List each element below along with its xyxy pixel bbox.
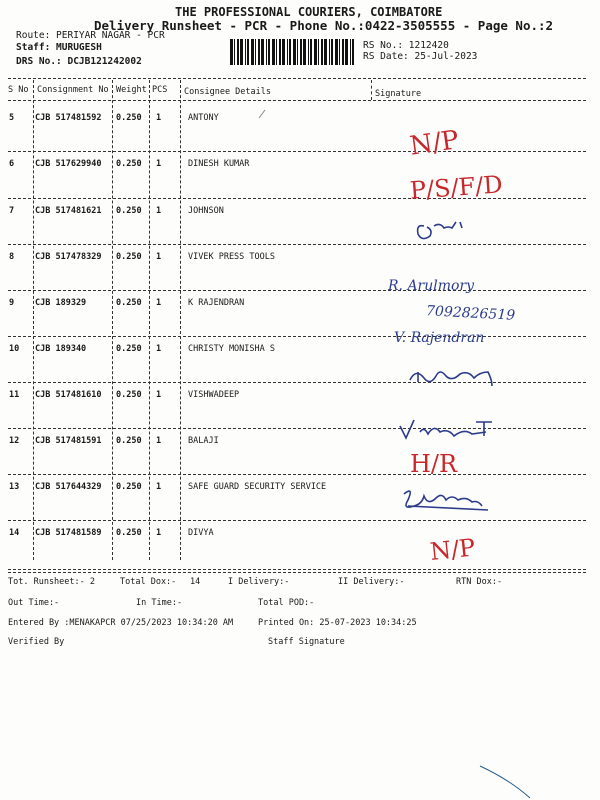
column-divider bbox=[149, 80, 150, 560]
verified-by: Verified By bbox=[8, 637, 65, 647]
row-weight: 0.250 bbox=[116, 113, 142, 123]
runsheet-title: Delivery Runsheet - PCR - Phone No.:0422-3505555 - Page No.:2 bbox=[94, 18, 554, 33]
row-pcs: 1 bbox=[156, 482, 162, 492]
handwriting-row8-phone: 7092826519 bbox=[425, 303, 516, 324]
rs-number: RS No.: 1212420 bbox=[363, 40, 449, 51]
route: Route: PERIYAR NAGAR - PCR bbox=[16, 30, 165, 41]
total-dox-value: 14 bbox=[190, 577, 201, 587]
row-consignee: CHRISTY MONISHA S bbox=[188, 344, 275, 354]
row-weight: 0.250 bbox=[116, 206, 142, 216]
row-consignment-no: CJB 517481589 bbox=[35, 528, 102, 538]
out-time: Out Time:- bbox=[8, 598, 60, 608]
row-consignee: K RAJENDRAN bbox=[188, 298, 245, 308]
row-consignee: ANTONY bbox=[188, 113, 219, 123]
column-divider bbox=[33, 80, 34, 560]
rtn-dox: RTN Dox:- bbox=[456, 577, 503, 587]
row-consignment-no: CJB 517644329 bbox=[35, 482, 102, 492]
signature-row13 bbox=[404, 491, 488, 510]
table-bottom-rule-2 bbox=[8, 572, 586, 573]
row-consignee: BALAJI bbox=[188, 436, 219, 446]
row-consignment-no: CJB 517481621 bbox=[35, 206, 102, 216]
handwriting-row8-name: R. Arulmory bbox=[388, 278, 475, 294]
row-sno: 11 bbox=[9, 390, 20, 400]
handwritten-signatures bbox=[380, 110, 560, 570]
row-consignment-no: CJB 517481591 bbox=[35, 436, 102, 446]
pen-tick bbox=[257, 108, 269, 122]
row-weight: 0.250 bbox=[116, 159, 142, 169]
row-sno: 5 bbox=[9, 113, 15, 123]
drs-number: DRS No.: DCJB121242002 bbox=[16, 56, 142, 67]
ii-delivery: II Delivery:- bbox=[338, 577, 405, 587]
signature-row11 bbox=[400, 420, 492, 438]
row-pcs: 1 bbox=[156, 206, 162, 216]
rs-date: RS Date: 25-Jul-2023 bbox=[363, 51, 478, 62]
row-weight: 0.250 bbox=[116, 528, 142, 538]
row-sno: 10 bbox=[9, 344, 20, 354]
printed-on: Printed On: 25-07-2023 10:34:25 bbox=[258, 618, 417, 628]
col-header-weight: Weight bbox=[116, 85, 147, 95]
row-weight: 0.250 bbox=[116, 298, 142, 308]
entered-by: Entered By :MENAKAPCR 07/25/2023 10:34:20 AM bbox=[8, 618, 234, 628]
staff: Staff: MURUGESH bbox=[16, 42, 102, 53]
row-sno: 7 bbox=[9, 206, 15, 216]
row-consignment-no: CJB 189329 bbox=[35, 298, 87, 308]
row-consignee: SAFE GUARD SECURITY SERVICE bbox=[188, 482, 327, 492]
pen-mark bbox=[470, 760, 550, 800]
col-header-consignment: Consignment No bbox=[37, 85, 109, 95]
row-pcs: 1 bbox=[156, 159, 162, 169]
row-sno: 14 bbox=[9, 528, 20, 538]
staff-signature-label: Staff Signature bbox=[268, 637, 345, 647]
row-consignee: VISHWADEEP bbox=[188, 390, 240, 400]
handwriting-row9: V. Rajendran bbox=[394, 330, 485, 346]
row-consignment-no: CJB 517481610 bbox=[35, 390, 102, 400]
col-header-signature: Signature bbox=[375, 89, 422, 99]
column-divider bbox=[180, 80, 181, 560]
signature-row10 bbox=[410, 372, 492, 386]
row-consignee: DINESH KUMAR bbox=[188, 159, 250, 169]
row-sno: 9 bbox=[9, 298, 15, 308]
row-consignment-no: CJB 517629940 bbox=[35, 159, 102, 169]
handwriting-row5: N/P bbox=[407, 125, 461, 162]
row-weight: 0.250 bbox=[116, 252, 142, 262]
col-header-sno: S No bbox=[8, 85, 29, 95]
row-pcs: 1 bbox=[156, 528, 162, 538]
col-header-consignee: Consignee Details bbox=[184, 87, 271, 97]
row-consignment-no: CJB 517478329 bbox=[35, 252, 102, 262]
table-top-rule bbox=[8, 78, 586, 79]
company-name: THE PROFESSIONAL COURIERS, COIMBATORE bbox=[175, 5, 443, 19]
barcode bbox=[230, 39, 356, 65]
row-consignee: VIVEK PRESS TOOLS bbox=[188, 252, 275, 262]
row-sno: 6 bbox=[9, 159, 15, 169]
row-sno: 13 bbox=[9, 482, 20, 492]
table-header-rule bbox=[8, 100, 586, 101]
row-consignment-no: CJB 189340 bbox=[35, 344, 87, 354]
handwriting-row6: P/S/F/D bbox=[408, 170, 504, 205]
row-pcs: 1 bbox=[156, 298, 162, 308]
column-divider bbox=[371, 80, 372, 100]
row-pcs: 1 bbox=[156, 436, 162, 446]
row-weight: 0.250 bbox=[116, 390, 142, 400]
row-weight: 0.250 bbox=[116, 482, 142, 492]
col-header-pcs: PCS bbox=[152, 85, 168, 95]
table-bottom-rule-1 bbox=[8, 569, 586, 570]
row-pcs: 1 bbox=[156, 344, 162, 354]
row-consignment-no: CJB 517481592 bbox=[35, 113, 102, 123]
column-divider bbox=[112, 80, 113, 560]
in-time: In Time:- bbox=[136, 598, 183, 608]
row-consignee: JOHNSON bbox=[188, 206, 224, 216]
total-pod: Total POD:- bbox=[258, 598, 315, 608]
row-weight: 0.250 bbox=[116, 344, 142, 354]
row-pcs: 1 bbox=[156, 252, 162, 262]
row-weight: 0.250 bbox=[116, 436, 142, 446]
row-sno: 12 bbox=[9, 436, 20, 446]
signature-row7 bbox=[418, 222, 462, 239]
total-dox-label: Total Dox:- bbox=[120, 577, 177, 587]
row-sno: 8 bbox=[9, 252, 15, 262]
handwriting-row14: N/P bbox=[428, 533, 477, 567]
row-pcs: 1 bbox=[156, 113, 162, 123]
row-pcs: 1 bbox=[156, 390, 162, 400]
tot-runsheet: Tot. Runsheet:- 2 bbox=[8, 577, 95, 587]
i-delivery: I Delivery:- bbox=[228, 577, 290, 587]
handwriting-row12: H/R bbox=[410, 450, 458, 478]
row-consignee: DIVYA bbox=[188, 528, 214, 538]
